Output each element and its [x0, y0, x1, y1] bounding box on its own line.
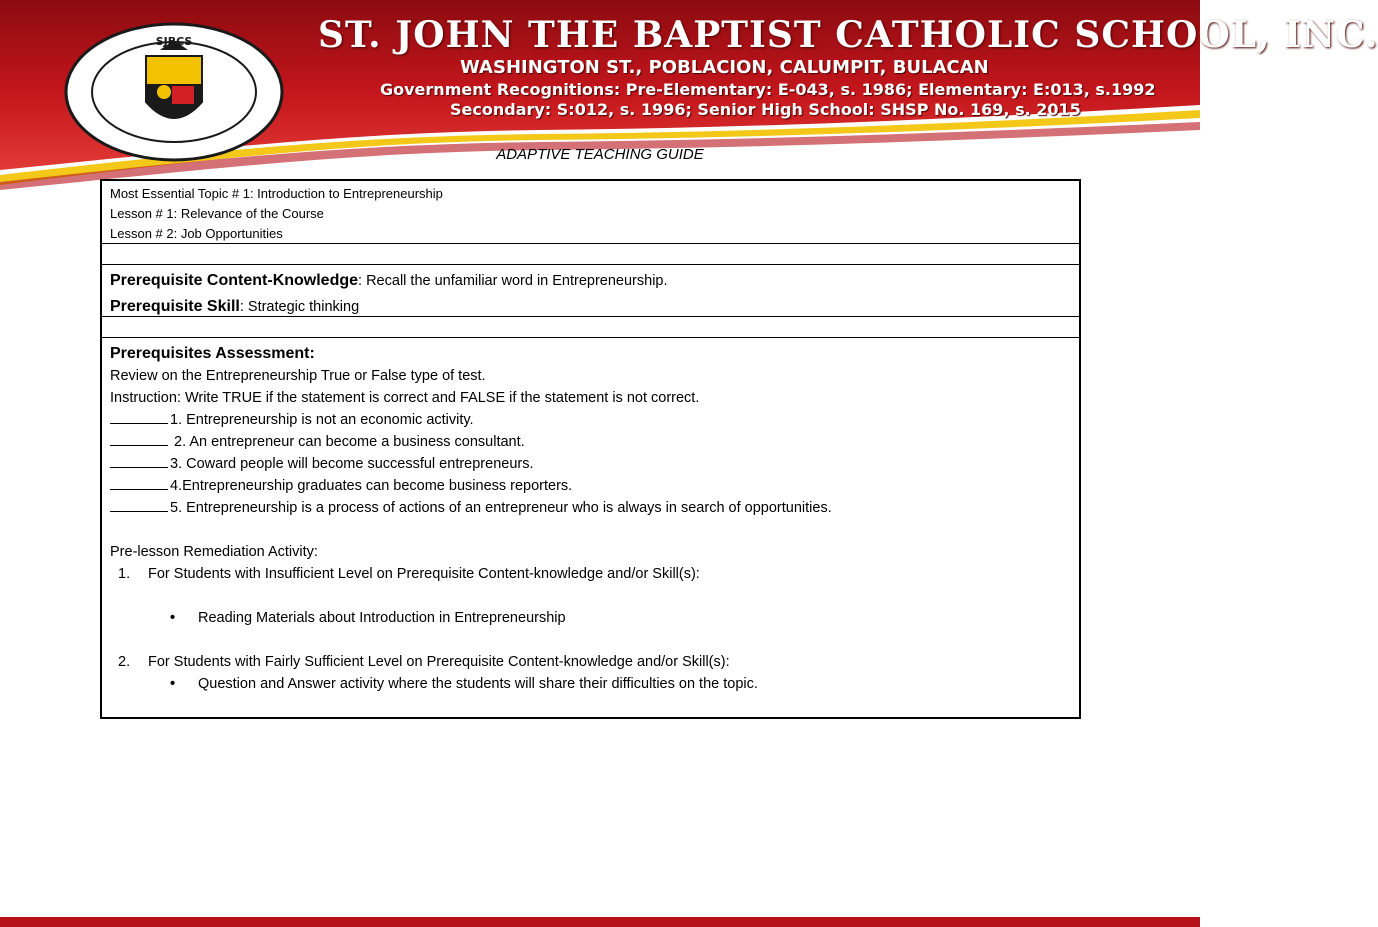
bullet-icon: • [170, 676, 176, 692]
footer-bar [0, 917, 1200, 927]
assessment-row [102, 338, 1079, 717]
page-footer [0, 895, 1200, 927]
assessment-instruction: Instruction: Write TRUE if the statement is correct and FALSE if the statement is not correct. [110, 390, 700, 406]
answer-blank [110, 409, 168, 424]
document-title: ADAPTIVE TEACHING GUIDE [496, 146, 704, 163]
group-text: For Students with Fairly Sufficient Level on Prerequisite Content-knowledge and/or Skill(s): [148, 654, 730, 670]
spacer [110, 629, 1071, 651]
prereq-knowledge-label: Prerequisite Content-Knowledge [110, 272, 359, 289]
empty-row [102, 244, 1079, 265]
answer-blank [110, 475, 168, 490]
answer-blank [110, 497, 168, 512]
item-text: 2. An entrepreneur can become a business consultant. [170, 434, 525, 450]
assessment-intro: Review on the Entrepreneurship True or False type of test. [110, 368, 486, 384]
answer-blank [110, 453, 168, 468]
prereq-knowledge-text: : Recall the unfamiliar word in Entrepreneurship. [358, 273, 668, 289]
recognitions-line-2: Secondary: S:012, s. 1996; Senior High School: SHSP No. 169, s. 2015 [450, 100, 1081, 119]
spacer [110, 585, 1071, 607]
topic-row [102, 181, 1079, 244]
school-address: WASHINGTON ST., POBLACION, CALUMPIT, BULACAN [460, 57, 989, 78]
item-text: 3. Coward people will become successful entrepreneurs. [170, 456, 534, 472]
assessment-item [110, 497, 1071, 519]
assessment-item [110, 453, 1071, 475]
bullet-item [110, 607, 1071, 629]
bullet-icon: • [170, 610, 176, 626]
lesson-2-text: Lesson # 2: Job Opportunities [110, 226, 283, 241]
school-seal [64, 22, 284, 162]
remediation-group-2 [110, 651, 1071, 673]
item-text: 4.Entrepreneurship graduates can become business reporters. [170, 478, 573, 494]
lesson-1-text: Lesson # 1: Relevance of the Course [110, 206, 324, 221]
prereq-skill-label: Prerequisite Skill [110, 298, 240, 315]
bullet-text: Question and Answer activity where the students will share their difficulties on the topic. [198, 676, 758, 692]
prereq-skill-text: : Strategic thinking [239, 299, 360, 315]
topic-text: Most Essential Topic # 1: Introduction to Entrepreneurship [110, 186, 443, 201]
teaching-guide-table [100, 179, 1081, 719]
assessment-item [110, 431, 1071, 453]
spacer [110, 519, 1071, 541]
item-text: 5. Entrepreneurship is a process of actions of an entrepreneur who is always in search of opportunities. [170, 500, 832, 516]
recognitions-line-1: Government Recognitions: Pre-Elementary: E-043, s. 1986; Elementary: E:013, s.1992 [380, 80, 1156, 99]
empty-row [102, 317, 1079, 338]
group-number: 1. [118, 566, 131, 582]
seal-acronym: SJBCS [155, 35, 193, 48]
assessment-item [110, 409, 1071, 431]
bullet-text: Reading Materials about Introduction in Entrepreneurship [198, 610, 566, 626]
prereq-knowledge [110, 268, 1071, 294]
remediation-heading: Pre-lesson Remediation Activity: [110, 544, 318, 560]
assessment-item [110, 475, 1071, 497]
item-text: 1. Entrepreneurship is not an economic activity. [170, 412, 474, 428]
group-number: 2. [118, 654, 131, 670]
prerequisite-row [102, 265, 1079, 317]
answer-blank [110, 431, 168, 446]
school-info [318, 14, 1378, 120]
remediation-group-1 [110, 563, 1071, 585]
group-text: For Students with Insufficient Level on Prerequisite Content-knowledge and/or Skill(s): [148, 566, 700, 582]
bullet-item [110, 673, 1071, 695]
school-name: ST. JOHN THE BAPTIST CATHOLIC SCHOOL, INC. [318, 14, 1378, 56]
assessment-heading: Prerequisites Assessment: [110, 345, 315, 362]
